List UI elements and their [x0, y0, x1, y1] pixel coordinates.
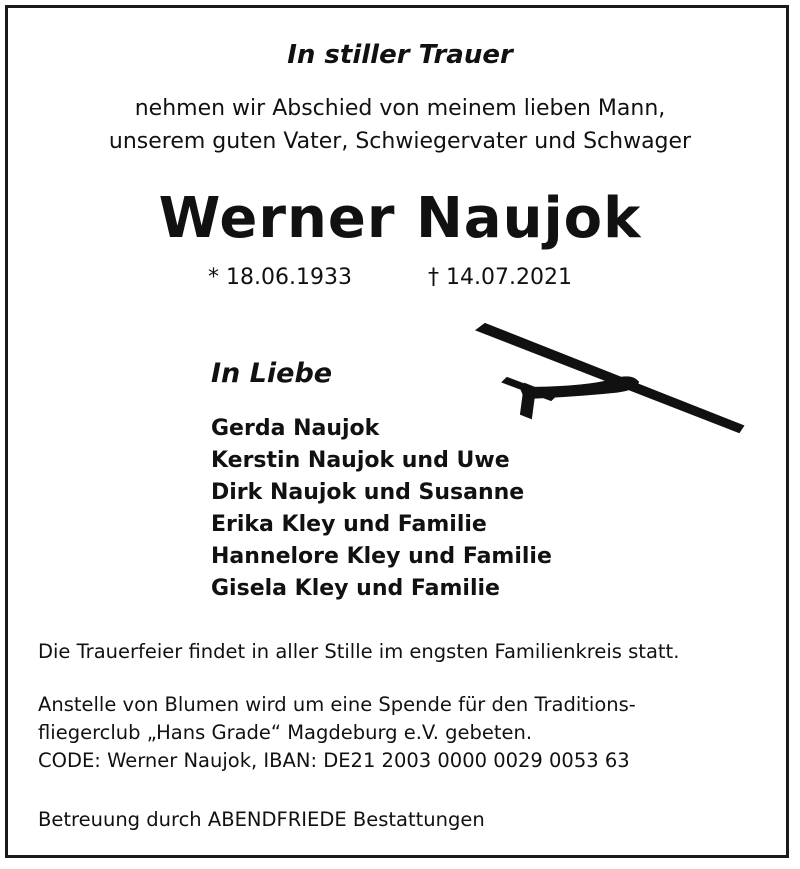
- funeral-notice: Die Trauerfeier findet in aller Stille im engsten Familienkreis statt.: [38, 640, 680, 663]
- deceased-name: Werner Naujok: [158, 186, 642, 251]
- mourner-item: Hannelore Kley und Familie: [211, 544, 552, 569]
- donation-line-2: fliegerclub „Hans Grade“ Magdeburg e.V. gebeten.: [38, 721, 533, 744]
- death-date: † 14.07.2021: [428, 265, 572, 290]
- mourner-item: Gerda Naujok: [211, 416, 380, 441]
- mourner-item: Erika Kley und Familie: [211, 512, 487, 537]
- donation-line-1: Anstelle von Blumen wird um eine Spende für den Traditions-: [38, 693, 636, 716]
- obituary-notice: [5, 5, 789, 858]
- glider-icon: [463, 318, 753, 438]
- undertaker-line: Betreuung durch ABENDFRIEDE Bestattungen: [38, 808, 485, 831]
- mourner-item: Kerstin Naujok und Uwe: [211, 448, 510, 473]
- in-love-label: In Liebe: [211, 358, 333, 389]
- intro-line-2: unserem guten Vater, Schwiegervater und Schwager: [108, 129, 692, 154]
- intro-line-1: nehmen wir Abschied von meinem lieben Mann,: [134, 96, 666, 121]
- heading: In stiller Trauer: [287, 40, 513, 70]
- mourner-item: Dirk Naujok und Susanne: [211, 480, 525, 505]
- donation-code: CODE: Werner Naujok, IBAN: DE21 2003 0000 0029 0053 63: [38, 749, 630, 772]
- mourner-item: Gisela Kley und Familie: [211, 576, 500, 601]
- birth-date: * 18.06.1933: [208, 265, 352, 290]
